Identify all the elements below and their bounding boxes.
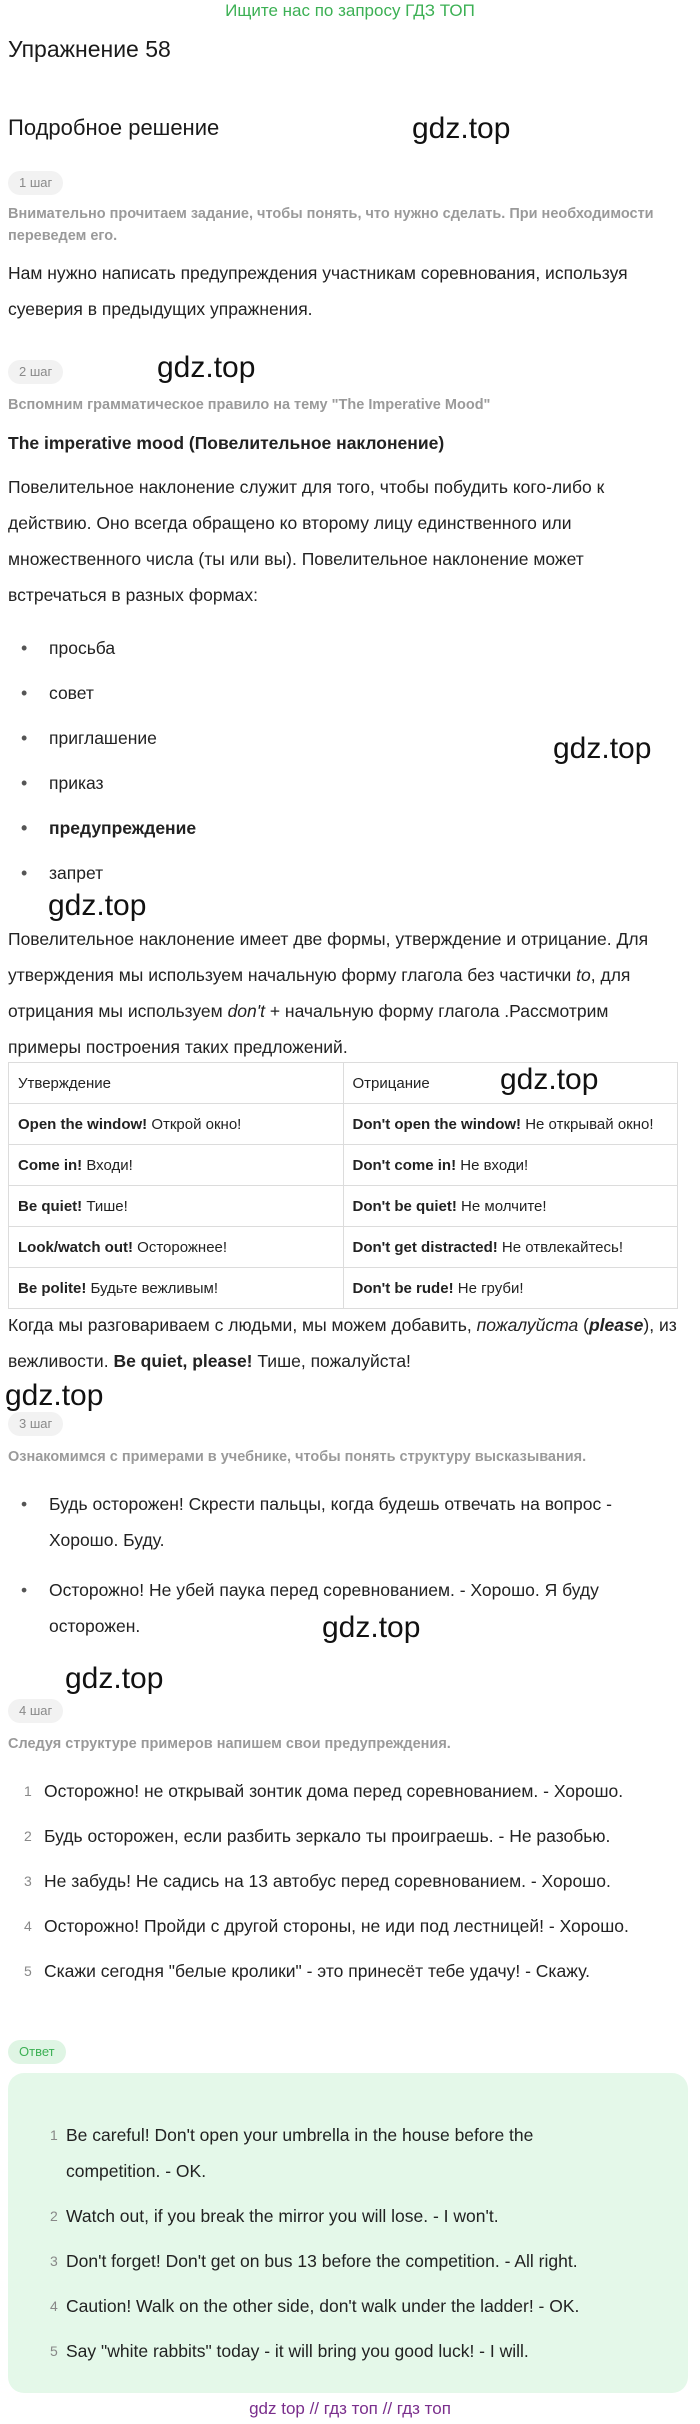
table-header: Утверждение [9,1063,344,1104]
example-en: Don't get distracted! [352,1238,498,1256]
list-text: Будь осторожен, если разбить зеркало ты проиграешь. - Не разобью. [44,1826,611,1846]
list-item: • Будь осторожен! Скрести пальцы, когда будешь отвечать на вопрос - Хорошо. Буду. [8,1486,668,1558]
watermark: gdz.top [48,889,147,922]
list-text: Осторожно! Пройди с другой стороны, не иди под лестницей! - Хорошо. [44,1916,629,1936]
example-ru: Тише! [82,1197,128,1215]
list-item [8,1913,678,1958]
grammar-table [8,1062,678,1309]
list-item [8,2117,618,2189]
table-header: Отрицание [343,1063,678,1104]
watermark: gdz.top [412,112,511,145]
example-en: Don't come in! [352,1156,457,1174]
table-cell [343,1186,678,1227]
list-text: Осторожно! не открывай зонтик дома перед соревнованием. - Хорошо. [44,1781,624,1801]
list-number: 2 [24,1828,32,1844]
list-number: 1 [24,1783,32,1799]
search-hint-link[interactable]: Ищите нас по запросу ГДЗ ТОП [225,1,475,20]
list-item: • приказ [8,770,678,815]
list-text: Caution! Walk on the other side, don't walk under the ladder! - OK. [66,2296,580,2316]
answer-list [8,2117,618,2378]
table-cell [343,1227,678,1268]
list-text: Don't forget! Don't get on bus 13 before the competition. - All right. [66,2251,578,2271]
polite-text: Когда мы разговариваем с людьми, мы можем добавить, [8,1315,477,1335]
polite-example: Be quiet, please! [113,1351,253,1371]
list-text: Не забудь! Не садись на 13 автобус перед соревнованием. - Хорошо. [44,1871,611,1891]
example-en: Be polite! [18,1279,87,1297]
watermark: gdz.top [553,732,652,765]
table-cell [343,1104,678,1145]
list-item [8,1958,678,2003]
step-text: Нам нужно написать предупреждения участникам соревнования, используя суеверия в предыдущих упражнения. [8,263,628,319]
list-item [8,1778,678,1823]
list-item: • предупреждение [8,815,678,860]
list-text: Be careful! Don't open your umbrella in the house before the competition. - OK. [66,2125,534,2181]
polite-paragraph [8,1307,678,1379]
example-ru: Не входи! [456,1156,529,1174]
step-hint: Ознакомимся с примерами в учебнике, чтобы понять структуру высказывания. [8,1449,587,1465]
rule-text: , для отрицания мы используем [8,965,631,1021]
step-badge: 2 шаг [8,360,63,384]
answer-badge: Ответ [8,2040,66,2064]
list-item [8,2333,618,2369]
rule-text: Повелительное наклонение имеет две формы, утверждение и отрицание. Для утверждения мы используем начальную форму глагола без частички [8,929,649,985]
step-hint: Вспомним грамматическое правило на тему "The Imperative Mood" [8,397,491,413]
table-cell [9,1227,344,1268]
example-ru: Не молчите! [456,1197,547,1215]
example-en: Don't be quiet! [352,1197,457,1215]
table-row [9,1186,678,1227]
list-number: 3 [24,1873,32,1889]
list-item [8,1823,678,1868]
rule-text: to [576,965,591,985]
polite-text: please [588,1315,644,1335]
example-en: Come in! [18,1156,83,1174]
section-title: Подробное решение [8,115,220,140]
list-number: 4 [24,1918,32,1934]
polite-text: пожалуйста [476,1315,579,1335]
polite-text: ), из вежливости. [8,1315,677,1371]
table-row [9,1268,678,1309]
rule-heading: The imperative mood (Повелительное наклонение) [8,433,445,453]
example-en: Be quiet! [18,1197,83,1215]
example-ru: Не отвлекайтесь! [497,1238,624,1256]
list-item [8,2243,618,2279]
polite-text: ( [578,1315,589,1335]
step-badge: 1 шаг [8,171,63,195]
table-cell [9,1186,344,1227]
rule-intro: Повелительное наклонение служит для того, чтобы побудить кого-либо к действию. Оно всегда обращено ко второму лицу единственного или множественного числа (ты или вы). Повелительное наклонение может встречаться в разных формах: [8,477,605,605]
table-cell [9,1268,344,1309]
list-number: 3 [50,2253,58,2269]
example-ru: Осторожнее! [133,1238,228,1256]
example-en: Don't open the window! [352,1115,522,1133]
rule-text: don't [227,1001,265,1021]
list-number: 2 [50,2208,58,2224]
list-item: • Осторожно! Не убей паука перед соревнованием. - Хорошо. Я буду осторожен. [8,1572,668,1644]
list-item: • совет [8,680,678,725]
warnings-list [8,1778,678,2003]
example-ru: Входи! [82,1156,133,1174]
example-ru: Не груби! [453,1279,524,1297]
table-header-row [9,1063,678,1104]
list-number: 5 [50,2343,58,2359]
list-text: Say "white rabbits" today - it will bring you good luck! - I will. [66,2341,529,2361]
list-text: Watch out, if you break the mirror you will lose. - I won't. [66,2206,499,2226]
forms-list [8,635,678,905]
list-number: 1 [50,2127,58,2143]
examples-list [8,1486,668,1658]
list-item: • запрет [8,860,678,905]
table-row [9,1104,678,1145]
table-cell [9,1145,344,1186]
table-row [9,1227,678,1268]
example-ru: Открой окно! [147,1115,242,1133]
table-row [9,1145,678,1186]
table-cell [343,1145,678,1186]
list-item: • приглашение [8,725,678,770]
example-en: Open the window! [18,1115,148,1133]
example-ru: Не открывай окно! [521,1115,654,1133]
polite-text: Тише, пожалуйста! [252,1351,411,1371]
watermark: gdz.top [322,1611,421,1644]
list-item: • просьба [8,635,678,680]
list-item [8,1868,678,1913]
watermark: gdz.top [5,1379,104,1412]
table-cell [343,1268,678,1309]
step-hint: Следуя структуре примеров напишем свои предупреждения. [8,1736,451,1752]
list-text: Скажи сегодня "белые кролики" - это принесёт тебе удачу! - Скажу. [44,1961,590,1981]
watermark: gdz.top [65,1662,164,1695]
footer-links[interactable]: gdz top // гдз топ // гдз топ [249,2399,451,2418]
rule-paragraph [8,921,678,1065]
step-badge: 4 шаг [8,1699,63,1723]
step-badge: 3 шаг [8,1412,63,1436]
list-item [8,2198,618,2234]
example-ru: Будьте вежливым! [86,1279,219,1297]
list-number: 5 [24,1963,32,1979]
list-number: 4 [50,2298,58,2314]
step-hint: Внимательно прочитаем задание, чтобы понять, что нужно сделать. При необходимости переведем его. [8,206,654,244]
watermark: gdz.top [157,351,256,384]
example-en: Look/watch out! [18,1238,133,1256]
watermark: gdz.top [500,1063,599,1096]
list-item [8,2288,618,2324]
table-cell [9,1104,344,1145]
page-title: Упражнение 58 [8,36,171,62]
rule-text: + начальную форму глагола .Рассмотрим примеры построения таких предложений. [8,1001,609,1057]
example-en: Don't be rude! [352,1279,454,1297]
